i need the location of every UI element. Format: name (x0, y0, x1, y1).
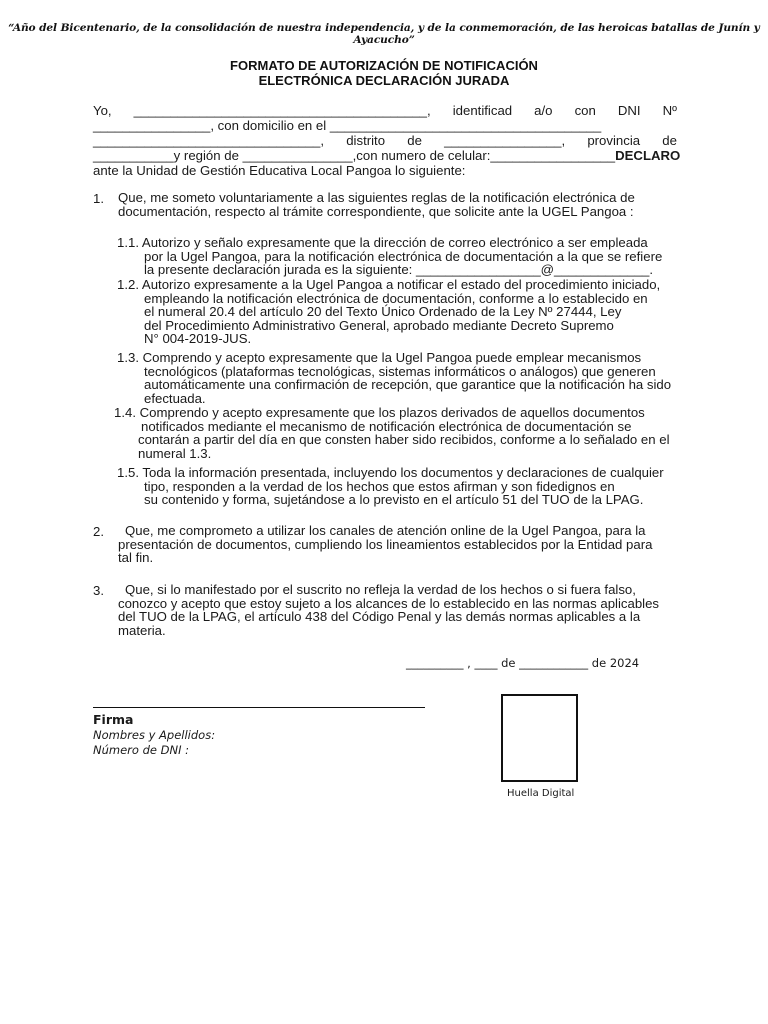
dni-label: Número de DNI : (93, 743, 189, 757)
subitem-1-2: 1.2. Autorizo expresamente a la Ugel Pangoa a notificar el estado del procedimiento iniciado, empleando la notificación electrónica de documentación, conforme a lo establecido en el numeral 20.4 del artículo 20 del Texto Único Ordenado de la Ley Nº 27444, Ley del Procedimiento Administrativo General, aprobado mediante Decreto Supremo N° 004-2019-JUS. (117, 277, 661, 347)
signature-label: Firma (93, 712, 134, 727)
date-line: __________ , ____ de ____________ de 2024 (406, 656, 640, 670)
fingerprint-box (501, 694, 578, 782)
subitem-1-5: 1.5. Toda la información presentada, incluyendo los documentos y declaraciones de cualquier tipo, responden a la verdad de los hechos que estos afirman y son fidedignos en su contenido y forma, sujetándose a lo previsto en el artículo 51 del TUO de la LPAG. (117, 465, 664, 508)
names-label: Nombres y Apellidos: (93, 728, 216, 742)
intro-line-4: ___________y región de _______________,con numero de celular:_________________ DECLARO (93, 148, 681, 163)
intro-paragraph (93, 103, 681, 179)
title-line-1: FORMATO DE AUTORIZACIÓN DE NOTIFICACIÓN (230, 58, 538, 73)
subitem-1-1: 1.1. Autorizo y señalo expresamente que la dirección de correo electrónico a ser empleada por la Ugel Pangoa, para la notificación electrónica de documentación a la que se refiere la presente declaración jurada es la siguiente: _________________@_____________. (117, 235, 663, 278)
intro-line-2: ________________, con domicilio en el _____________________________________ (93, 118, 602, 133)
item-2-number: 2. (93, 524, 104, 539)
item-3-text: Que, si lo manifestado por el suscrito no refleja la verdad de los hechos o si fuera falso, conozco y acepto que estoy sujeto a los alcances de lo establecido en las normas aplicables del TUO de la LPAG, el artículo 438 del Código Penal y las demás normas aplicables a la materia. (118, 582, 660, 638)
item-3-number: 3. (93, 583, 104, 598)
declaro-label: DECLARO (615, 148, 681, 163)
intro-line-3: _______________________________, distrito de ________________, provincia de (93, 133, 677, 148)
intro-line-1: Yo, ________________________________________, identificad a/o con DNI Nº (93, 103, 677, 118)
title-line-2: ELECTRÓNICA DECLARACIÓN JURADA (258, 73, 510, 88)
motto-header: “Año del Bicentenario, de la consolidación de nuestra independencia, y de la conmemoración, de las heroicas batallas de Junín y Ayacucho” (8, 22, 760, 46)
subitem-1-4: 1.4. Comprendo y acepto expresamente que los plazos derivados de aquellos documentos notificados mediante el mecanismo de notificación electrónica de documentación se contarán a partir del día en que consten haber sido recibidos, conforme a lo señalado en el numeral 1.3. (114, 405, 670, 461)
item-2-text: Que, me comprometo a utilizar los canales de atención online de la Ugel Pangoa, para la presentación de documentos, cumpliendo los lineamientos establecidos por la Entidad para tal fin. (118, 523, 653, 566)
subitem-1-3: 1.3. Comprendo y acepto expresamente que la Ugel Pangoa puede emplear mecanismos tecnológicos (plataformas tecnológicas, sistemas informáticos o análogos) que generen automáticamente una confirmación de recepción, que garantice que la notificación ha sido efectuada. (117, 350, 672, 406)
document-title (0, 58, 768, 88)
signature-line (93, 707, 425, 708)
fingerprint-label: Huella Digital (507, 788, 575, 799)
item-1-number: 1. (93, 191, 104, 206)
item-1-text: Que, me someto voluntariamente a las siguientes reglas de la notificación electrónica de documentación, respecto al trámite correspondiente, que solicite ante la UGEL Pangoa : (118, 190, 635, 219)
intro-line-5: ante la Unidad de Gestión Educativa Local Pangoa lo siguiente: (93, 163, 466, 178)
